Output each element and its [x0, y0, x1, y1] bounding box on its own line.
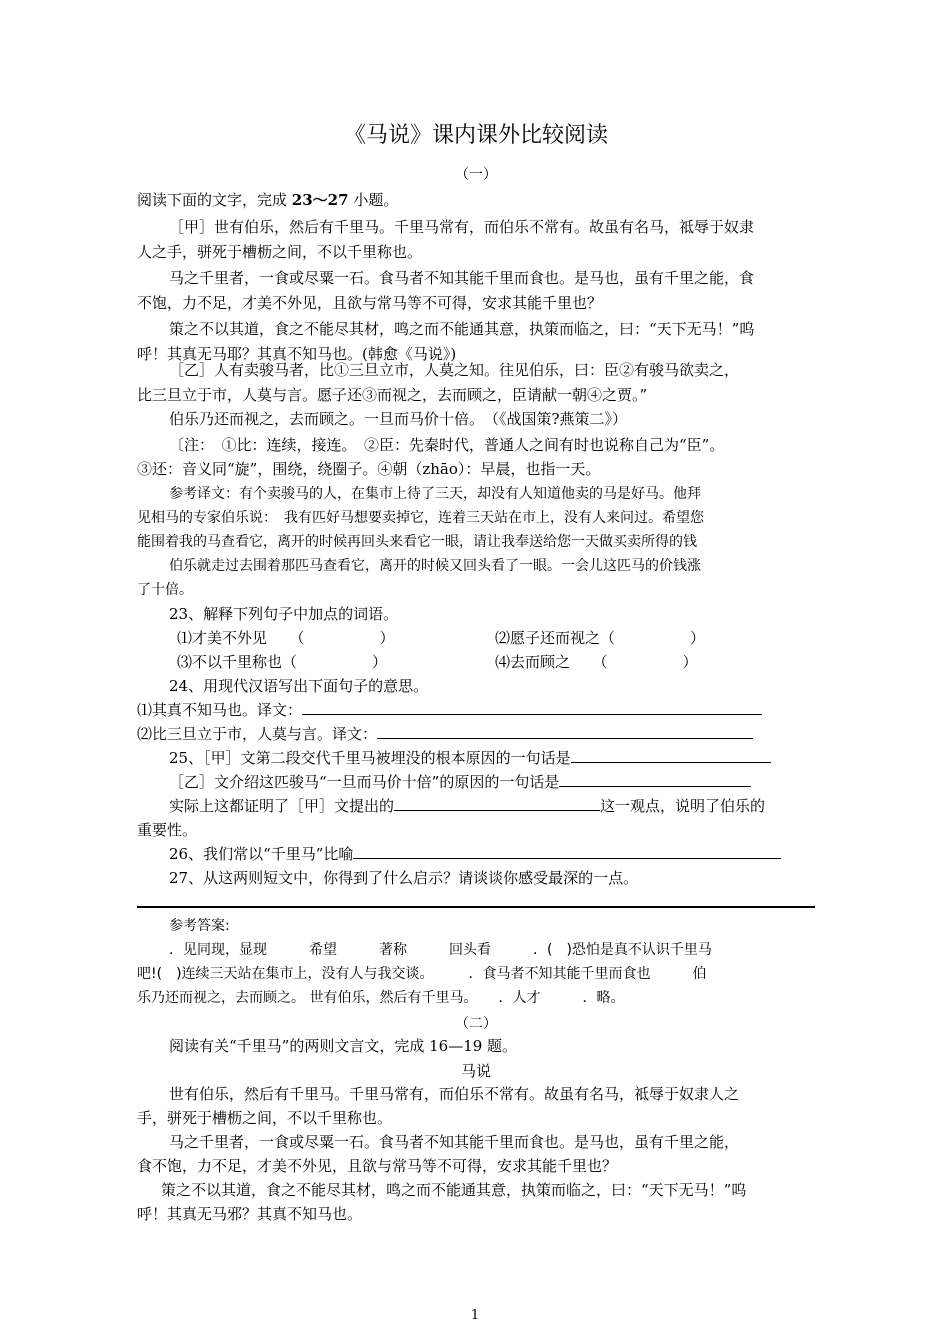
- jia-line: 呼！其真无马耶？其真不知马也。(韩愈《马说》): [137, 345, 457, 363]
- jia-line: 马之千里者，一食或尽粟一石。食马者不知其能千里而食也。是马也，虽有千里之能，食: [169, 269, 755, 287]
- jia-line: 不饱，力不足，才美不外见，且欲与常马等不可得，安求其能千里也？: [137, 294, 603, 312]
- answer-blank[interactable]: [571, 748, 771, 763]
- question-23-item-2: ⑵愿子还而视之（ ）: [495, 629, 706, 647]
- section-2-line: 呼！其真无马邪？其真不知马也。: [137, 1205, 363, 1223]
- section-2-line: 策之不以其道，食之不能尽其材，鸣之而不能通其意，执策而临之，曰：“天下无马！”呜: [161, 1181, 747, 1199]
- question-25-text-2: ［乙］文介绍这匹骏马“一旦而马价十倍”的原因的一句话是: [169, 773, 560, 791]
- note-line: 〔注： ①比：连续，接连。 ②臣：先秦时代，普通人之间有时也说称自己为“臣”。: [169, 436, 725, 454]
- question-25-text-3b: 这一观点，说明了伯乐的: [600, 797, 766, 815]
- answer-blank[interactable]: [559, 772, 751, 787]
- page-number: 1: [470, 1308, 480, 1323]
- question-23-item-1: ⑴才美不外见 （ ）: [177, 629, 395, 647]
- note-line: ③还：音义同“旋”，围绕，绕圈子。④朝（zhāo）：早晨，也指一天。: [137, 460, 601, 478]
- instruction-text: 阅读下面的文字，完成: [137, 191, 288, 209]
- answers-label: 参考答案:: [169, 918, 230, 934]
- answer-blank[interactable]: [302, 700, 762, 715]
- question-26: [137, 844, 815, 864]
- question-24-item-2: [137, 724, 815, 744]
- question-23-row-2: [137, 652, 815, 672]
- jia-line: ［甲］世有伯乐，然后有千里马。千里马常有，而伯乐不常有。故虽有名马，祗辱于奴隶: [169, 218, 755, 236]
- page-title: 《马说》课内课外比较阅读: [343, 123, 608, 148]
- answer-line-rule[interactable]: [137, 906, 815, 908]
- section-1-instruction: [137, 190, 815, 210]
- instruction-range: 23～27: [291, 191, 349, 209]
- section-2-line: 世有伯乐，然后有千里马。千里马常有，而伯乐不常有。故虽有名马，祗辱于奴隶人之: [169, 1085, 740, 1103]
- yi-line: 伯乐乃还而视之，去而顾之。一旦而马价十倍。 （《战国策?燕策二》）: [169, 410, 628, 428]
- answer-blank[interactable]: [377, 724, 753, 739]
- section-2-line: 手，骈死于槽枥之间，不以千里称也。: [137, 1109, 393, 1127]
- question-24-item-1-text: ⑴其真不知马也。译文：: [137, 701, 303, 719]
- yi-line: 比三旦立于市，人莫与言。愿子还③而视之，去而顾之，臣请献一朝④之贾。”: [137, 386, 648, 404]
- question-24-item-2-text: ⑵比三旦立于市，人莫与言。译文：: [137, 725, 378, 743]
- question-25-line-2: [137, 772, 815, 792]
- question-24-stem: 24、用现代汉语写出下面句子的意思。: [169, 677, 429, 695]
- answers-line: 吧!( )连续三天站在集市上，没有人与我交谈。 ．食马者不知其能千里而食也 伯: [137, 966, 707, 982]
- jia-line: 策之不以其道，食之不能尽其材，鸣之而不能通其意，执策而临之，曰：“天下无马！”呜: [169, 320, 755, 338]
- question-25-line-3: [137, 796, 815, 816]
- question-23-row-1: [137, 628, 815, 648]
- section-1-heading: （一）: [455, 167, 497, 183]
- section-2-line: 马之千里者，一食或尽粟一石。食马者不知其能千里而食也。是马也，虽有千里之能，: [169, 1133, 740, 1151]
- translation-line: 了十倍。: [137, 582, 193, 598]
- instruction-text-end: 小题。: [353, 191, 399, 209]
- answer-blank[interactable]: [394, 796, 600, 811]
- section-2-heading: （二）: [455, 1016, 497, 1032]
- question-27: 27、从这两则短文中，你得到了什么启示？请谈谈你感受最深的一点。: [169, 869, 639, 887]
- question-26-text: 26、我们常以“千里马”比喻: [169, 845, 354, 863]
- translation-line: 见相马的专家伯乐说： 我有匹好马想要卖掉它，连着三天站在市上，没有人来问过。希望您: [137, 510, 704, 526]
- answers-line: ．见同现，显现 希望 著称 回头看 ．( )恐怕是真不认识千里马: [169, 942, 712, 958]
- section-2-line: 食不饱，力不足，才美不外见，且欲与常马等不可得，安求其能千里也？: [137, 1157, 618, 1175]
- translation-line: 能围着我的马查看它，离开的时候再回头来看它一眼，请让我奉送给您一天做买卖所得的钱: [137, 534, 697, 550]
- translation-line: 伯乐就走过去围着那匹马查看它，离开的时候又回头看了一眼。一会儿这匹马的价钱涨: [169, 558, 701, 574]
- section-2-instruction: 阅读有关“千里马”的两则文言文，完成 16—19 题。: [169, 1037, 518, 1055]
- question-25-text-1: 25、［甲］文第二段交代千里马被埋没的根本原因的一句话是: [169, 749, 571, 767]
- question-25-text-3a: 实际上这都证明了［甲］文提出的: [169, 797, 395, 815]
- answer-blank[interactable]: [353, 844, 781, 859]
- answers-line: 乐乃还而视之，去而顾之。 世有伯乐，然后有千里马。 ．人才 ．略。: [137, 990, 625, 1006]
- question-23-stem: 23、解释下列句子中加点的词语。: [169, 605, 399, 623]
- question-25-line-1: [137, 748, 815, 768]
- yi-line: ［乙］人有卖骏马者，比①三旦立市，人莫之知。往见伯乐，曰：臣②有骏马欲卖之，: [169, 361, 740, 379]
- question-23-item-4: ⑷去而顾之 （ ）: [495, 653, 698, 671]
- question-25-line-4: 重要性。: [137, 821, 198, 839]
- jia-line: 人之手，骈死于槽枥之间，不以千里称也。: [137, 243, 423, 261]
- section-2-subtitle: 马说: [460, 1062, 491, 1080]
- translation-line: 参考译文：有个卖骏马的人，在集市上待了三天，却没有人知道他卖的马是好马。他拜: [169, 486, 701, 502]
- question-24-item-1: [137, 700, 815, 720]
- question-23-item-3: ⑶不以千里称也（ ）: [177, 653, 388, 671]
